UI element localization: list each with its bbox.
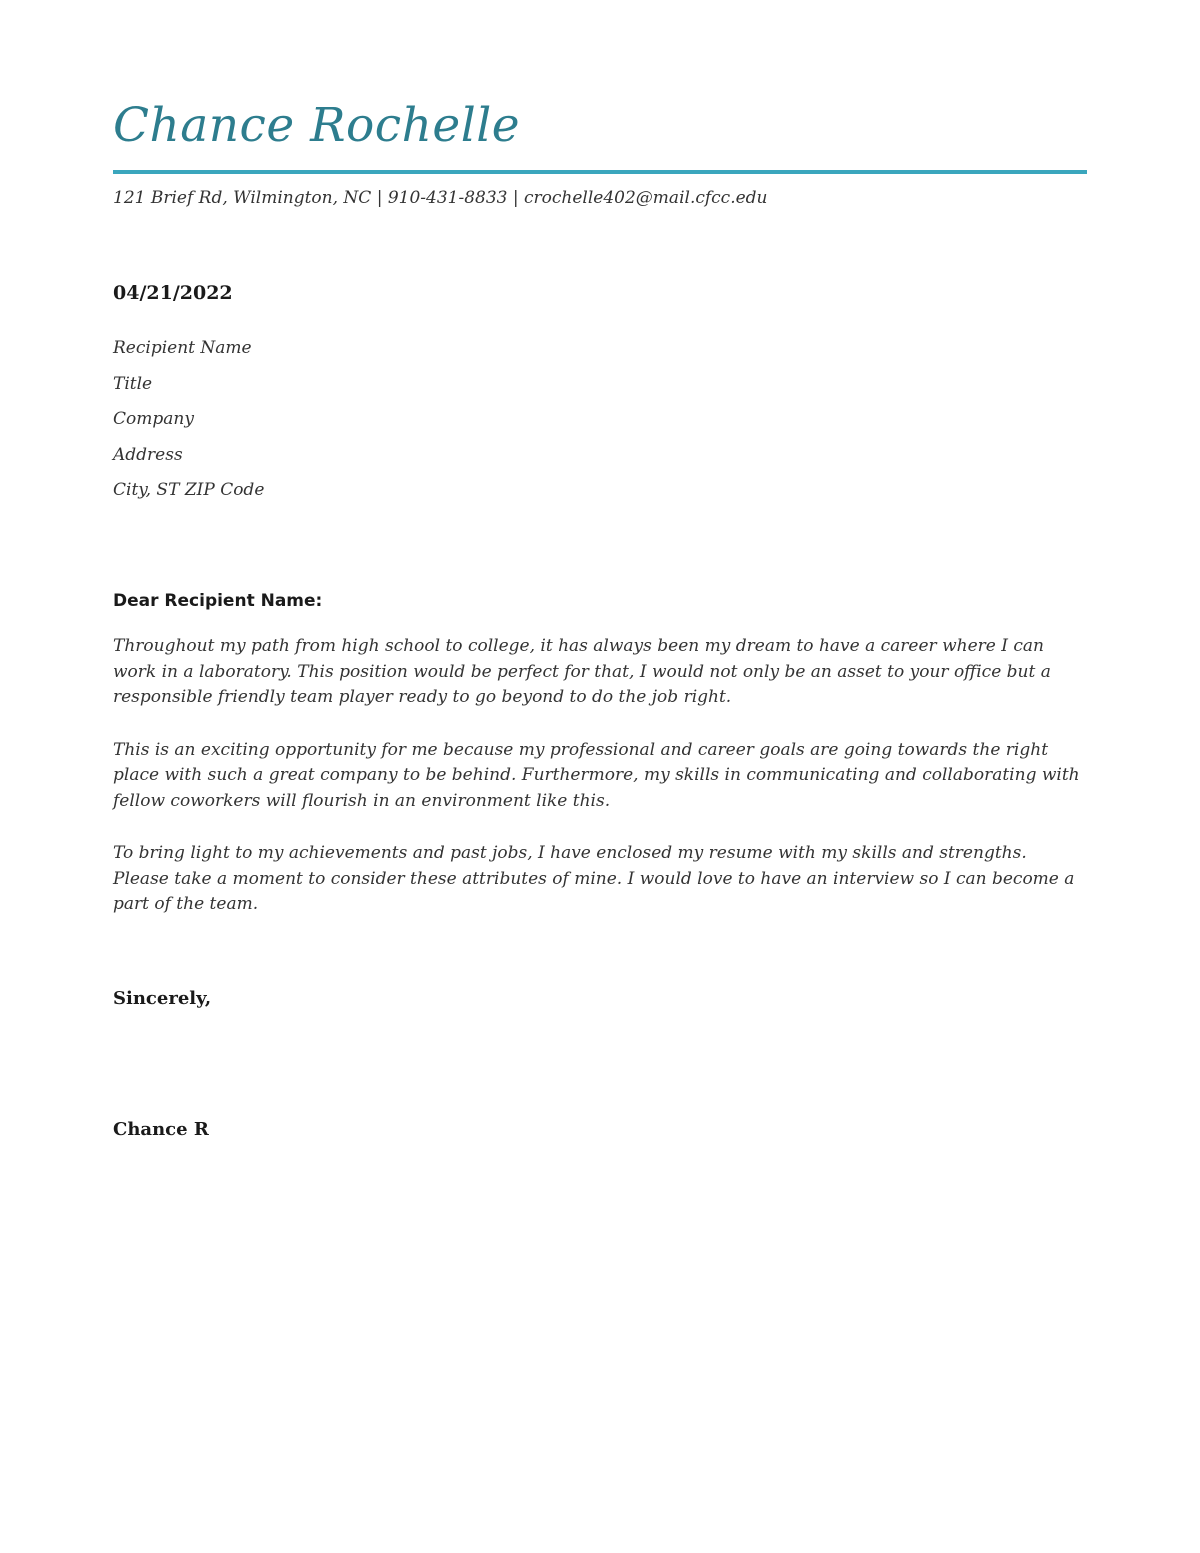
recipient-address: Address [113, 444, 183, 465]
body-paragraph: Throughout my path from high school to college, it has always been my dream to have a career where I can work in a laboratory. This position would be perfect for that, I would not only be an asset to your office but a responsible friendly team player ready to go beyond to do the job right. [113, 636, 1051, 707]
recipient-block [113, 336, 264, 514]
salutation: Dear Recipient Name: [113, 591, 323, 611]
recipient-city-line: City, ST ZIP Code [113, 480, 265, 500]
letter-date: 04/21/2022 [113, 282, 233, 304]
recipient-name: Recipient Name [113, 338, 252, 358]
recipient-company: Company [113, 409, 194, 429]
header-rule [113, 170, 1087, 174]
signature-name: Chance R [113, 1119, 209, 1140]
letter-body [113, 634, 1087, 945]
body-paragraph: To bring light to my achievements and past jobs, I have enclosed my resume with my skills and strengths. Please take a moment to consider these attributes of mine. I would love to have an interview so I can become a part of the team. [113, 843, 1075, 914]
recipient-title: Title [113, 373, 153, 394]
sender-contact: 121 Brief Rd, Wilmington, NC | 910-431-8833 | crochelle402@mail.cfcc.edu [113, 188, 768, 208]
body-paragraph: This is an exciting opportunity for me because my professional and career goals are going towards the right place with such a great company to be behind. Furthermore, my skills in communicating and collaborating with fellow coworkers will flourish in an environment like this. [113, 739, 1080, 811]
sender-name: Chance Rochelle [113, 98, 521, 153]
closing: Sincerely, [113, 988, 212, 1009]
